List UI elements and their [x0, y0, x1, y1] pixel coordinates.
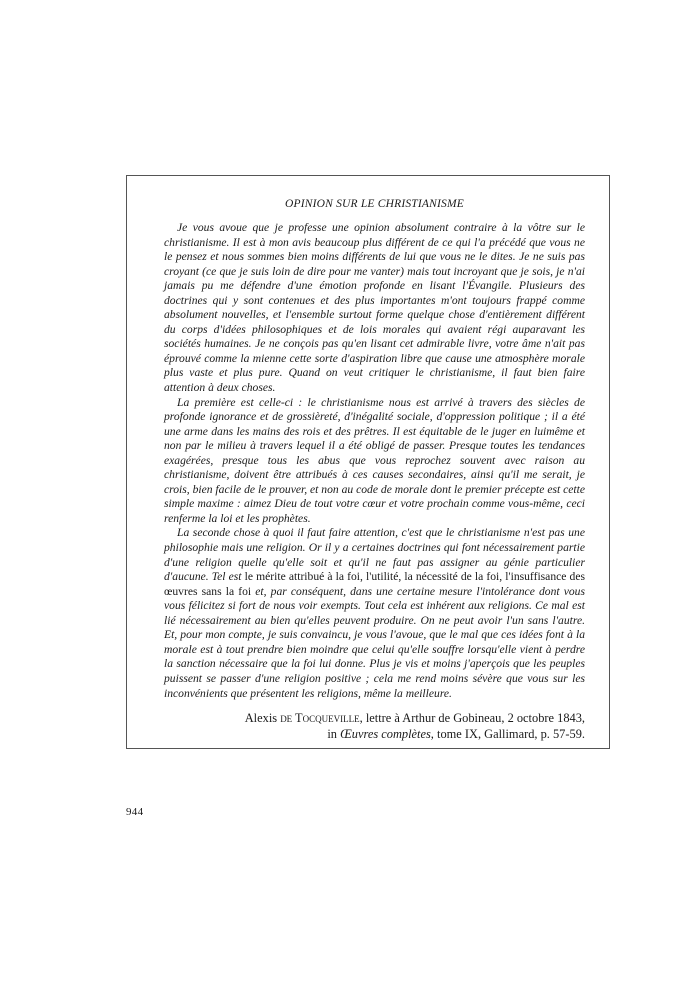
quote-paragraph-1: Je vous avoue que je professe une opinion absolument contraire à la vôtre sur le christianisme. Il est à mon avis beaucoup plus différent de ce qui l'a précédé que vous ne le pensez et nous sommes bien moins différents de lui que vous ne le dites. Je ne suis pas croyant (ce que je suis loin de dire pour me vanter) mais tout incroyant que je sois, je n'ai jamais pu me défendre d'une émotion profonde en lisant l'Évangile. Plusieurs des doctrines qui y sont contenues et des plus importantes m'ont toujours frappé comme absolument nouvelles, et l'ensemble surtout forme quelque chose d'entièrement différent du corps d'idées philosophiques et de lois morales qui avaient régi auparavant les sociétés humaines. Je ne conçois pas qu'en lisant cet admirable livre, votre âme n'ait pas éprouvé comme la mienne cette sorte d'aspiration libre que cause une atmosphère morale plus vaste et plus pure. Quand on veut critiquer le christianisme, il faut bien faire attention à deux choses. [164, 221, 585, 395]
quote-paragraph-2: La première est celle-ci : le christianisme nous est arrivé à travers des siècles de profonde ignorance et de grossièreté, d'inégalité sociale, d'oppression politique ; il a été une arme dans les mains des rois et des prêtres. Il est équitable de le juger en luimême et non par le milieu à travers lequel il a été obligé de passer. Presque toutes les tendances exagérées, presque tous les abus que vous reprochez souvent avec raison au christianisme, doivent être attribués à ces causes secondaires, ainsi qu'il me serait, je crois, bien facile de le prouver, et non au code de morale dont le premier précepte est cette simple maxime : aimez Dieu de tout votre cœur et votre prochain comme vous-même, ceci renferme la loi et les prophètes. [164, 395, 585, 525]
quote-paragraph-3-part-1: La seconde chose à quoi il faut faire attention, c'est que le christianisme n'est pas une philosophie mais une religion. Or il y a certaines doctrines qui font nécessairement partie d'une religion quelle qu'elle soit et qu'il ne faut pas assigner au génie particulier d'aucune. Tel est [164, 526, 585, 584]
quote-paragraph-3-upright-part: le mérite attribué à la foi, l'utilité, la nécessité de la foi, l'insuffisance des œuvres sans la foi [164, 570, 585, 598]
citation-author-first: Alexis [244, 711, 281, 726]
citation-work-title: Œuvres complètes, [340, 727, 434, 742]
page-number: 944 [126, 806, 144, 818]
quote-paragraph-3 [164, 526, 585, 701]
quote-paragraph-3-part-2: et, par conséquent, dans une certaine mesure l'intolérance dont vous vous félicitez si fort de nous voir exempts. Tout cela est inhérent aux religions. Ce mal est lié nécessairement au bien qu'elles peuvent produire. On ne peut avoir l'un sans l'autre. Et, pour mon compte, je suis convaincu, je vous l'avoue, que le mal que ces idées font à la morale est à tout prendre bien moindre que celui qu'elle souffre lorsqu'elle vient à perdre la sanction nécessaire que la foi lui donne. Plus je vis et moins j'aperçois que les peuples puissent se passer d'une religion positive ; cela me rend moins sévère que vous sur les inconvénients que présentent les religions, même la meilleure. [164, 584, 585, 700]
citation-line-2 [164, 726, 585, 742]
quotation-frame [126, 175, 610, 749]
citation-author-last: de Tocqueville [280, 711, 360, 726]
citation-letter: , lettre à Arthur de Gobineau, 2 octobre 1843, [359, 711, 585, 726]
citation [164, 710, 585, 742]
citation-line-1 [164, 710, 585, 726]
quote-title: OPINION SUR LE CHRISTIANISME [284, 198, 465, 210]
citation-details: tome IX, Gallimard, p. 57-59. [433, 727, 585, 742]
citation-in: in [327, 727, 341, 742]
